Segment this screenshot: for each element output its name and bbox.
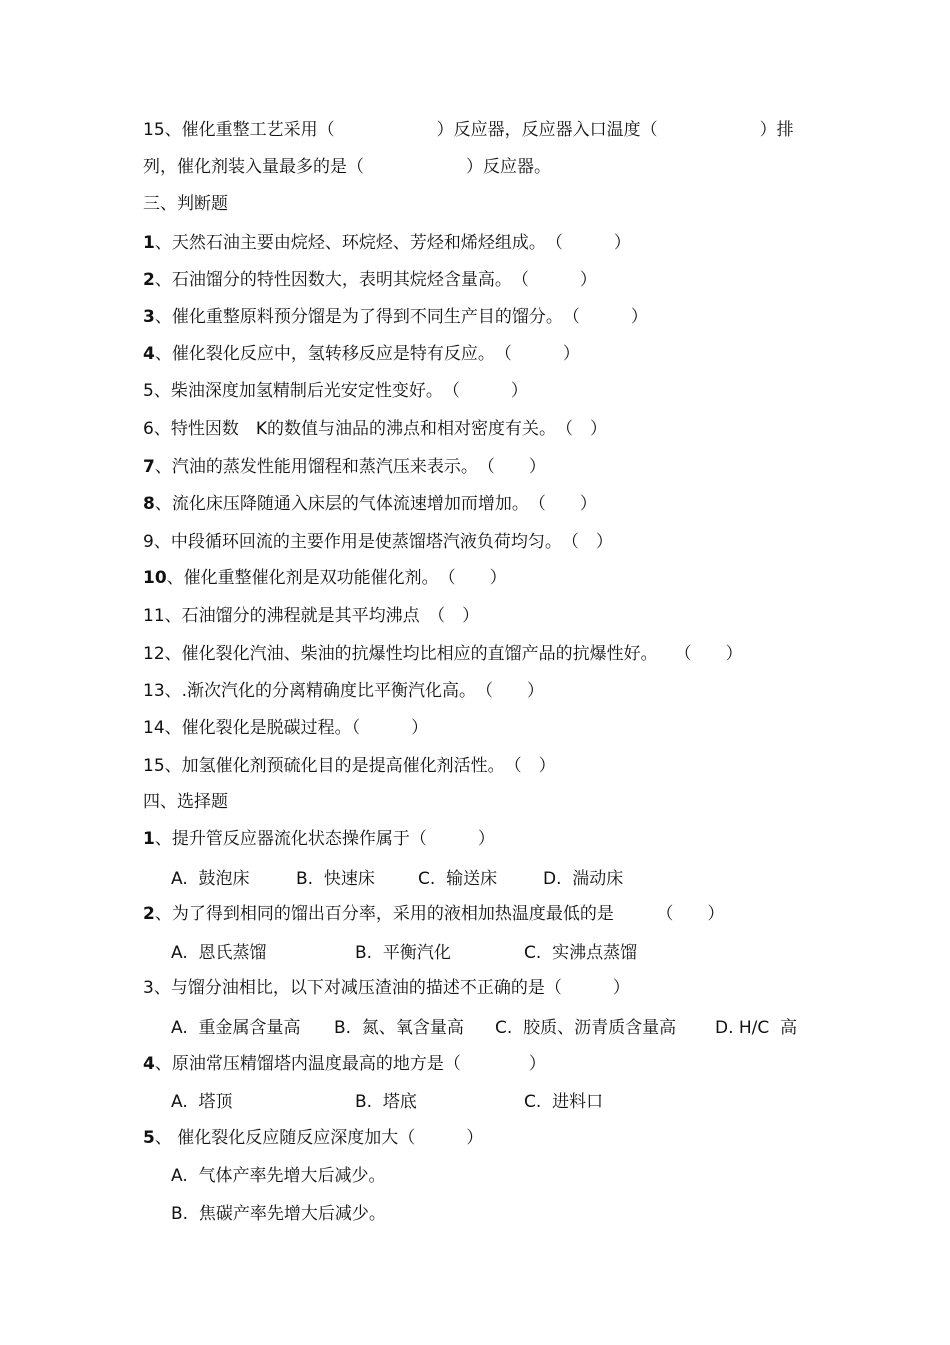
question-number: 12 [143, 644, 165, 664]
mc-question-3 [143, 977, 630, 999]
question-text: 、催化裂化是脱碳过程。（ ） [164, 718, 429, 738]
mc-q1-option-c: C. 输送床 [418, 869, 498, 889]
mc-question-5 [143, 1127, 483, 1149]
mc-q5-option-a: A. 气体产率先增大后减少。 [171, 1166, 386, 1186]
question-number: 3 [143, 307, 155, 327]
tf-question-1 [143, 232, 631, 254]
mc-q4-option-c: C. 进料口 [524, 1092, 604, 1112]
mc-q1-option-d: D. 湍动床 [543, 869, 624, 889]
tf-question-9 [143, 531, 613, 553]
tf-question-5 [143, 380, 528, 402]
mc-q3-option-d: D. H/C 高 [715, 1018, 798, 1038]
question-text: 、.渐次汽化的分离精确度比平衡汽化高。 （ ） [164, 681, 545, 701]
question-stem: 、为了得到相同的馏出百分率，采用的液相加热温度最低的是 （ ） [154, 904, 725, 924]
tf-question-2 [143, 269, 597, 291]
mc-q3-option-a: A. 重金属含量高 [171, 1018, 301, 1038]
question-number: 6 [143, 419, 154, 439]
question-text: 、石油馏分的特性因数大，表明其烷烃含量高。 （ ） [154, 270, 597, 290]
question-number: 14 [143, 718, 165, 738]
tf-question-14 [143, 717, 428, 739]
tf-question-10 [143, 567, 507, 589]
question-number: 15 [143, 756, 165, 776]
question-number: 2 [143, 270, 155, 290]
question-number: 13 [143, 681, 165, 701]
tf-question-6 [143, 418, 607, 440]
question-number: 4 [143, 1054, 155, 1074]
question-text: 、柴油深度加氢精制后光安定性变好。 （ ） [153, 381, 528, 401]
tf-question-3 [143, 306, 648, 328]
mc-question-1 [143, 828, 495, 850]
question-text: 、石油馏分的沸程就是其平均沸点 （ ） [164, 606, 480, 626]
tf-question-11 [143, 605, 479, 627]
question-text: 、催化裂化反应中，氢转移反应是特有反应。 （ ） [154, 344, 580, 364]
mc-question-4 [143, 1053, 546, 1075]
mc-q2-option-a: A. 恩氏蒸馏 [171, 943, 267, 963]
question-number: 4 [143, 344, 155, 364]
mc-q3-option-c: C. 胶质、沥青质含量高 [495, 1018, 677, 1038]
question-stem: 、 催化裂化反应随反应深度加大（ ） [154, 1128, 484, 1148]
question-number: 8 [143, 494, 155, 514]
mc-q3-option-b: B. 氮、氧含量高 [334, 1018, 464, 1038]
section-heading-true-false: 三、判断题 [143, 194, 228, 214]
mc-q2-option-c: C. 实沸点蒸馏 [524, 943, 638, 963]
fill-blank-q15-line2: 列，催化剂装入量最多的是（ ）反应器。 [143, 157, 551, 177]
mc-q4-option-b: B. 塔底 [355, 1092, 417, 1112]
question-number: 2 [143, 904, 155, 924]
question-text: 、催化裂化汽油、柴油的抗爆性均比相应的直馏产品的抗爆性好。 （ ） [164, 644, 743, 664]
fill-blank-q15-line1: 15、催化重整工艺采用（ ）反应器，反应器入口温度（ ）排 [143, 120, 794, 140]
tf-question-15 [143, 755, 556, 777]
section-heading-multiple-choice: 四、选择题 [143, 792, 228, 812]
question-number: 7 [143, 457, 155, 477]
mc-q2-option-b: B. 平衡汽化 [355, 943, 451, 963]
question-text: 、中段循环回流的主要作用是使蒸馏塔汽液负荷均匀。 （ ） [153, 532, 613, 552]
question-text: 、天然石油主要由烷烃、环烷烃、芳烃和烯烃组成。 （ ） [154, 233, 631, 253]
question-text: 、催化重整催化剂是双功能催化剂。 （ ） [166, 568, 507, 588]
tf-question-7 [143, 456, 546, 478]
question-text: 、催化重整原料预分馏是为了得到不同生产目的馏分。 （ ） [154, 307, 648, 327]
question-stem: 、与馏分油相比，以下对减压渣油的描述不正确的是（ ） [153, 978, 630, 998]
question-stem: 、提升管反应器流化状态操作属于（ ） [154, 829, 495, 849]
tf-question-12 [143, 643, 743, 665]
tf-question-13 [143, 680, 544, 702]
question-text: 、特性因数 K的数值与油品的沸点和相对密度有关。 （ ） [153, 419, 607, 439]
mc-q1-option-b: B. 快速床 [296, 869, 375, 889]
question-number: 10 [143, 568, 167, 588]
question-number: 3 [143, 978, 154, 998]
tf-question-8 [143, 493, 597, 515]
question-number: 5 [143, 381, 154, 401]
question-text: 、加氢催化剂预硫化目的是提高催化剂活性。 （ ） [164, 756, 556, 776]
question-number: 5 [143, 1128, 155, 1148]
question-stem: 、原油常压精馏塔内温度最高的地方是（ ） [154, 1054, 546, 1074]
question-text: 、汽油的蒸发性能用馏程和蒸汽压来表示。 （ ） [154, 457, 546, 477]
question-number: 1 [143, 233, 155, 253]
question-number: 1 [143, 829, 155, 849]
question-number: 11 [143, 606, 165, 626]
mc-question-2 [143, 903, 724, 925]
mc-q4-option-a: A. 塔顶 [171, 1092, 233, 1112]
question-text: 、流化床压降随通入床层的气体流速增加而增加。 （ ） [154, 494, 597, 514]
mc-q5-option-b: B. 焦碳产率先增大后减少。 [171, 1204, 386, 1224]
mc-q1-option-a: A. 鼓泡床 [171, 869, 250, 889]
tf-question-4 [143, 343, 580, 365]
question-number: 9 [143, 532, 154, 552]
